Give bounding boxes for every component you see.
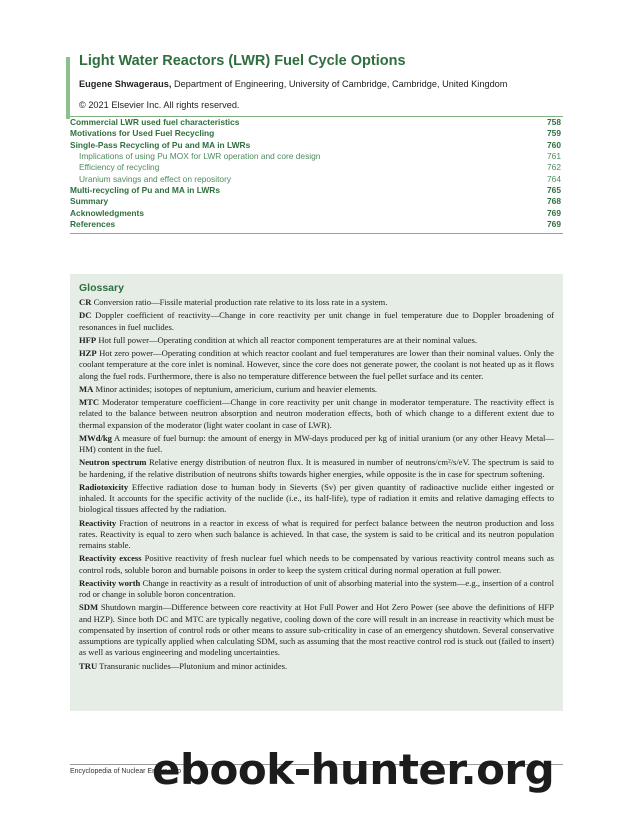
toc-entry-label: Motivations for Used Fuel Recycling xyxy=(70,128,215,139)
toc-entry[interactable] xyxy=(70,151,563,162)
glossary-term: TRU xyxy=(79,660,98,671)
glossary-term: HFP xyxy=(79,334,97,345)
glossary-term: MWd/kg xyxy=(79,432,112,443)
glossary-entry xyxy=(79,433,554,456)
glossary-entry xyxy=(79,335,554,346)
toc-entry-label: Implications of using Pu MOX for LWR operation and core design xyxy=(79,151,321,162)
table-of-contents xyxy=(70,116,563,230)
toc-entry-page: 769 xyxy=(547,207,561,218)
toc-entry-label: Multi-recycling of Pu and MA in LWRs xyxy=(70,185,220,196)
toc-entry-page: 769 xyxy=(547,219,561,230)
glossary-entry xyxy=(79,297,554,308)
glossary-box xyxy=(70,274,563,711)
toc-entry-page: 761 xyxy=(547,151,561,162)
glossary-definition: Effective radiation dose to human body in Sieverts (Sv) per given quantity of radioactive nuclide either ingested or inhaled. It accounts for the specific activity of the nuclide (i.e., its half-life), type of radiation it emits and relative damaging effects to biological tissues affected by the radiation. xyxy=(79,481,554,515)
toc-entry[interactable] xyxy=(70,128,563,139)
glossary-title: Glossary xyxy=(79,282,124,294)
glossary-term: CR xyxy=(79,297,92,307)
glossary-term: MTC xyxy=(79,397,100,407)
glossary-definition: Fraction of neutrons in a reactor in excess of what is required for perfect balance between the neutron production and loss rates. Reactivity is equal to zero when such balance is achieved. In that case, the system is said to be critical and its neutron population remains stable. xyxy=(79,517,554,550)
toc-entry-label: Efficiency of recycling xyxy=(79,162,160,173)
footer-citation: Encyclopedia of Nuclear Energy, Vo xyxy=(70,768,182,775)
article-title: Light Water Reactors (LWR) Fuel Cycle Options xyxy=(79,53,406,69)
glossary-term: Reactivity worth xyxy=(79,577,141,588)
author-name: Eugene Shwageraus, xyxy=(79,79,172,89)
toc-entry[interactable] xyxy=(70,196,563,207)
glossary-definition: Doppler coefficient of reactivity—Change in core reactivity per unit change in fuel temperature due to Doppler broadening of resonances in fuel nuclides. xyxy=(79,310,554,332)
toc-entry-page: 762 xyxy=(547,162,561,173)
glossary-definition: Hot zero power—Operating condition at which reactor coolant and fuel temperatures are lower than their nominal values. Only the coolant temperature at the core inlet is nominal. However, since the core does not generate power, the coolant is not heated up as it flows along the fuel rods. Furthermore, there is also no temperature difference between the fuel pellet surface and its center. xyxy=(79,348,554,381)
glossary-definition: Conversion ratio—Fissile material production rate relative to its loss rate in a system. xyxy=(91,297,388,307)
glossary-entry xyxy=(79,310,554,333)
glossary-entry xyxy=(79,578,554,601)
glossary-entry xyxy=(79,397,554,431)
toc-entry[interactable] xyxy=(70,162,563,173)
toc-entry-page: 765 xyxy=(547,185,561,196)
glossary-definition: Shutdown margin—Difference between core reactivity at Hot Full Power and Hot Zero Power (see above the definitions of HFP and HZP). Since both DC and MTC are typically negative, cooling down of the core will result in an increase in reactivity which must be compensated by insertion of control rods or other means to assure sub-criticality in case of an emergency shutdown. Several conservative assumptions are typically applied when calculating SDM, such as assuming that the most reactive control rod is stuck out (failed to insert) as well as various engineering and modeling uncertainties. xyxy=(79,602,554,658)
glossary-definition: A measure of fuel burnup: the amount of energy in MW-days produced per kg of initial uranium (or any other Heavy Metal—HM) content in the fuel. xyxy=(79,432,554,454)
glossary-term: Reactivity excess xyxy=(79,553,142,564)
toc-entry-label: Commercial LWR used fuel characteristics xyxy=(70,117,240,127)
glossary-entry xyxy=(79,518,554,552)
glossary-definition: Transuranic nuclides—Plutonium and minor actinides. xyxy=(97,660,288,671)
glossary-entry xyxy=(79,348,554,382)
glossary-definition: Moderator temperature coefficient—Change in core reactivity per unit change in moderator temperature. The reactivity effect is related to the balance between neutron absorption and neutron moderation effects, both of which change to a different extent due to thermal expansion of the moderator (light water coolant in case of LWR). xyxy=(79,397,554,430)
glossary-term: SDM xyxy=(79,602,99,613)
toc-entry-label: Summary xyxy=(70,196,109,207)
glossary-entry xyxy=(79,384,554,395)
accent-bar xyxy=(66,57,70,119)
glossary-definition: Positive reactivity of fresh nuclear fuel which needs to be compensated by various reactivity control means such as control rods, soluble boron and burnable poisons in order to keep the system critical during normal operation at full power. xyxy=(79,553,554,575)
glossary-entry xyxy=(79,661,554,672)
toc-entry-page: 759 xyxy=(547,128,561,139)
toc-entry[interactable] xyxy=(70,117,563,128)
glossary-definition: Relative energy distribution of neutron flux. It is measured in number of neutrons/cm²/s/eV. The spectrum is said to be hardening, if the relative distribution of neutrons shifts towards higher energies, while opposite is the in case for spectrum softening. xyxy=(79,457,554,479)
toc-entry-page: 764 xyxy=(547,173,561,184)
toc-entry[interactable] xyxy=(70,208,563,219)
glossary-term: MA xyxy=(79,383,94,394)
glossary-term: Radiotoxicity xyxy=(79,481,129,492)
author-line xyxy=(79,79,507,89)
glossary-term: DC xyxy=(79,310,92,321)
watermark-text: ebook-hunter.org xyxy=(152,745,555,794)
glossary-entries xyxy=(79,297,554,672)
toc-divider xyxy=(70,233,563,234)
toc-entry-label: Acknowledgments xyxy=(70,207,144,218)
toc-entry-page: 760 xyxy=(547,139,561,150)
toc-entry[interactable] xyxy=(70,219,563,230)
glossary-term: HZP xyxy=(79,348,97,358)
glossary-definition: Minor actinides; isotopes of neptunium, americium, curium and heavier elements. xyxy=(93,383,378,394)
glossary-term: Reactivity xyxy=(79,517,117,528)
glossary-definition: Change in reactivity as a result of introduction of unit of absorbing material into the system—e.g., insertion of a control rod or change in soluble boron concentration. xyxy=(79,577,554,599)
glossary-entry xyxy=(79,602,554,658)
glossary-term: Neutron spectrum xyxy=(79,457,147,468)
glossary-entry xyxy=(79,553,554,576)
toc-entry[interactable] xyxy=(70,140,563,151)
toc-entry[interactable] xyxy=(70,174,563,185)
glossary-definition: Hot full power—Operating condition at which all reactor component temperatures are at their nominal values. xyxy=(96,334,478,345)
author-affiliation: Department of Engineering, University of Cambridge, Cambridge, United Kingdom xyxy=(171,79,508,89)
toc-entry[interactable] xyxy=(70,185,563,196)
toc-entry-label: References xyxy=(70,219,116,230)
toc-entry-page: 768 xyxy=(547,196,561,207)
toc-entry-label: Uranium savings and effect on repository xyxy=(79,173,232,184)
toc-entry-page: 758 xyxy=(547,117,561,127)
toc-entry-label: Single-Pass Recycling of Pu and MA in LWRs xyxy=(70,139,251,150)
glossary-entry xyxy=(79,482,554,516)
glossary-entry xyxy=(79,457,554,480)
copyright-notice: © 2021 Elsevier Inc. All rights reserved. xyxy=(79,100,240,110)
